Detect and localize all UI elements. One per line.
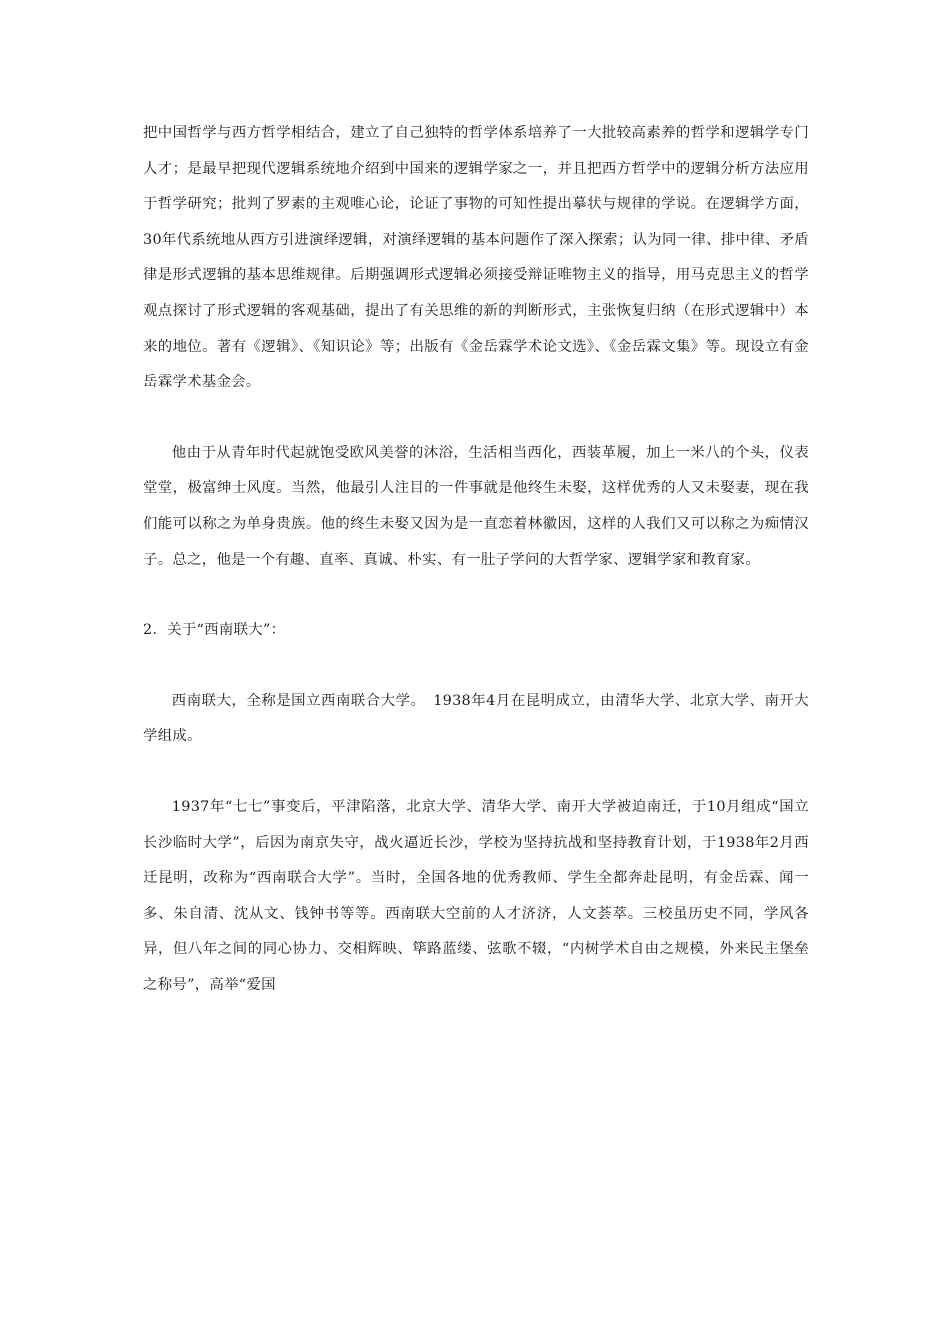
paragraph-gap (143, 401, 809, 436)
paragraph-jin-yuelin-achievements: 把中国哲学与西方哲学相结合，建立了自己独特的哲学体系培养了一大批较高素养的哲学和逻辑学专门人才；是最早把现代逻辑系统地介绍到中国来的逻辑学家之一，并且把西方哲学中的逻辑分析方法应用于哲学研究；批判了罗素的主观唯心论，论证了事物的可知性提出摹状与规律的学说。在逻辑学方面，30年代系统地从西方引进演绎逻辑，对演绎逻辑的基本问题作了深入探索；认为同一律、排中律、矛盾律是形式逻辑的基本思维规律。后期强调形式逻辑必须接受辩证唯物主义的指导，用马克思主义的哲学观点探讨了形式逻辑的客观基础，提出了有关思维的新的判断形式，主张恢复归纳（在形式逻辑中）本来的地位。著有《逻辑》、《知识论》等；出版有《金岳霖学术论文选》、《金岳霖文集》等。现设立有金岳霖学术基金会。 (143, 125, 809, 391)
document-body (143, 116, 809, 1003)
paragraph-xinan-lianda-intro: 西南联大，全称是国立西南联合大学。 1938年4月在昆明成立，由清华大学、北京大学、南开大学组成。 (143, 692, 809, 745)
paragraph-gap (143, 649, 809, 684)
paragraph-jin-yuelin-personal: 他由于从青年时代起就饱受欧风美誉的沐浴，生活相当西化，西装革履，加上一米八的个头，仪表堂堂，极富绅士风度。当然，他最引人注目的一件事就是他终生未娶，这样优秀的人又未娶妻，现在我们能可以称之为单身贵族。他的终生未娶又因为是一直恋着林徽因，这样的人我们又可以称之为痴情汉子。总之，他是一个有趣、直率、真诚、朴实、有一肚子学问的大哲学家、逻辑学家和教育家。 (143, 444, 809, 568)
section-heading: 2．关于“西南联大”： (143, 622, 286, 639)
paragraph-gap (143, 578, 809, 613)
paragraph-xinan-lianda-history: 1937年“七七”事变后，平津陷落，北京大学、清华大学、南开大学被迫南迁，于10月组成“国立长沙临时大学”，后因为南京失守，战火逼近长沙，学校为坚持抗战和坚持教育计划，于1938年2月西迁昆明，改称为“西南联合大学”。当时，全国各地的优秀教师、学生全都奔赴昆明，有金岳霖、闻一多、朱自清、沈从文、钱钟书等等。西南联大空前的人才济济，人文荟萃。三校虽历史不同，学风各异，但八年之间的同心协力、交相辉映、筚路蓝缕、弦歌不辍，“内树学术自由之规模，外来民主堡垒之称号”，高举“爱国 (143, 798, 809, 993)
paragraph-gap (143, 755, 809, 790)
